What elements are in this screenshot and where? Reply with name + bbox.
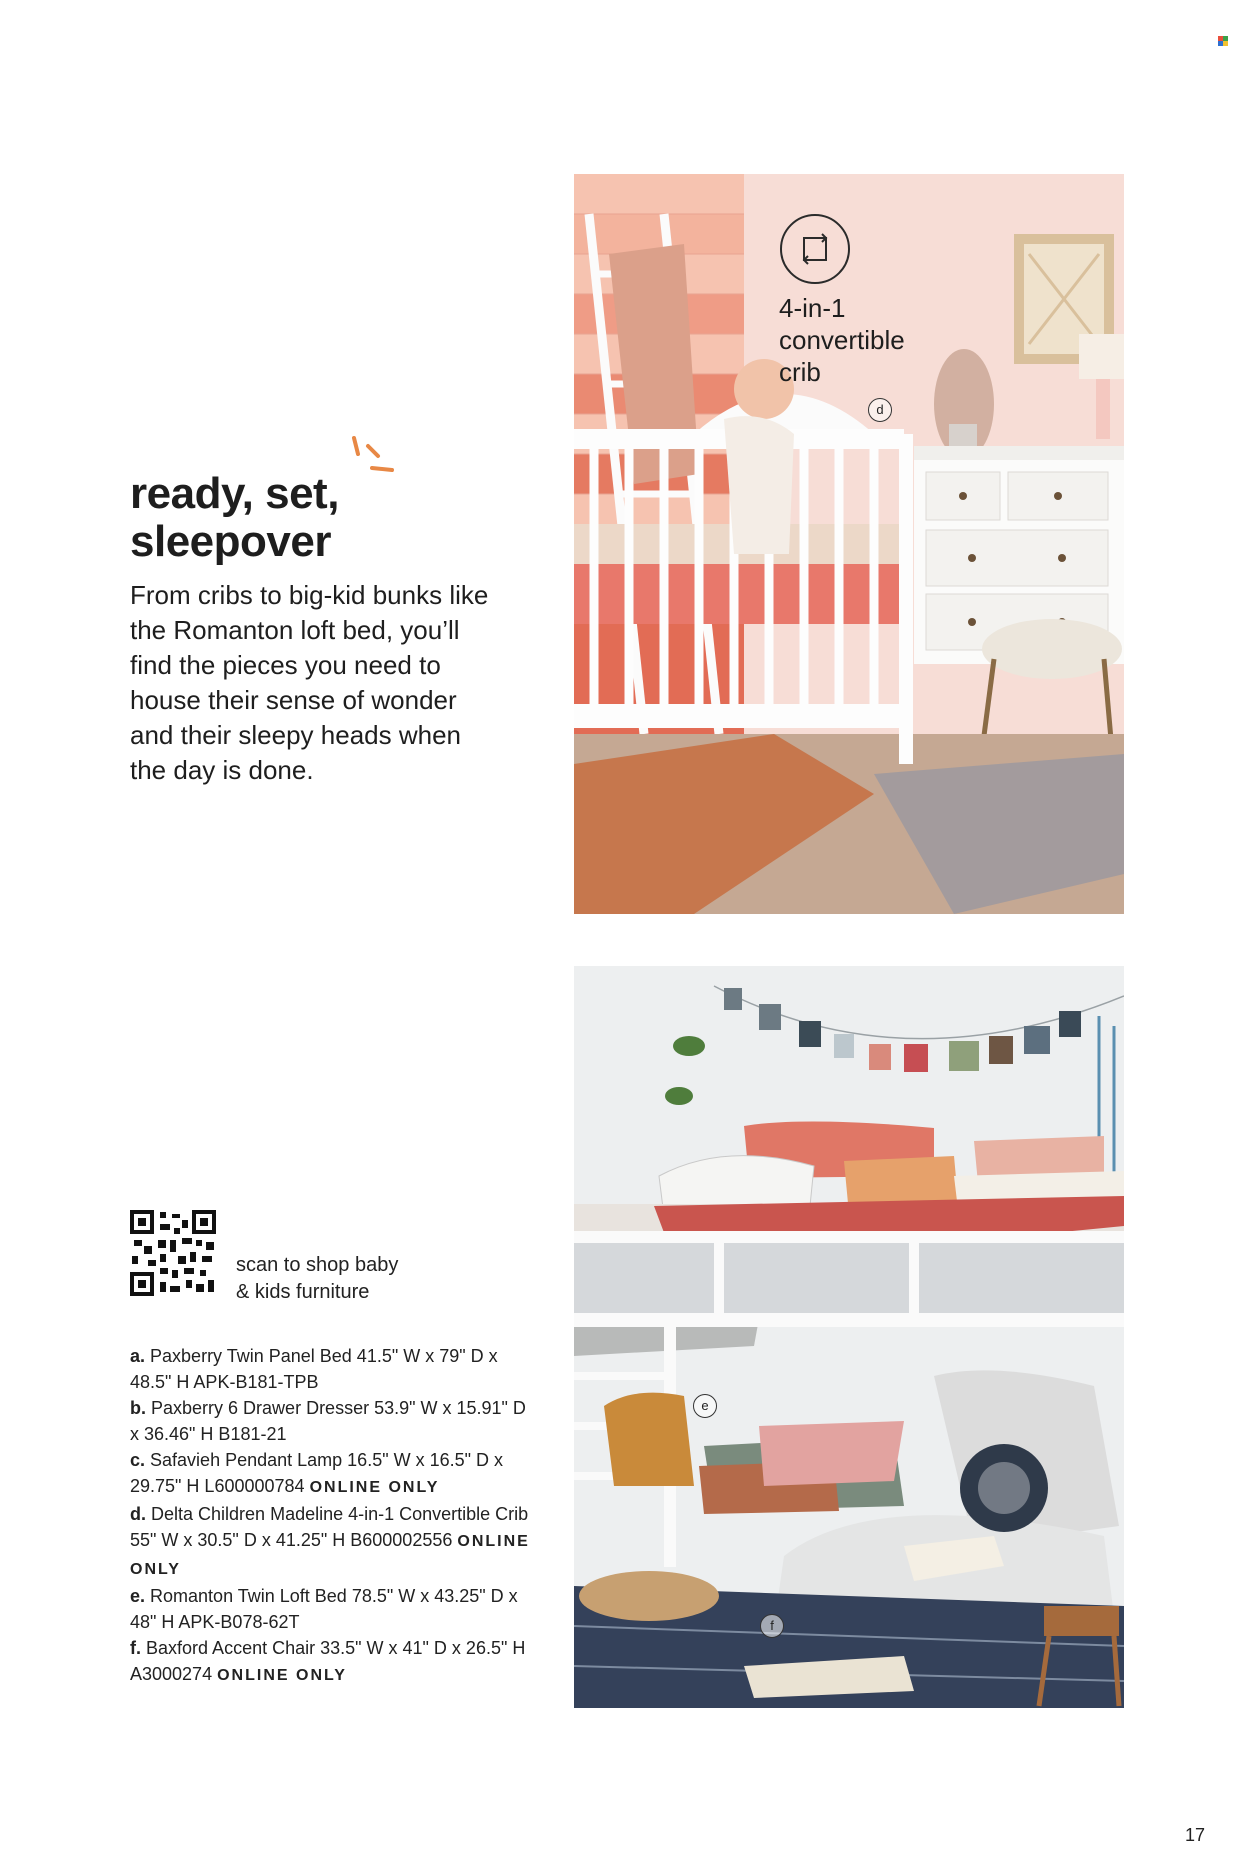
product-letter: c. bbox=[130, 1450, 146, 1470]
convertible-arrows-icon bbox=[780, 214, 850, 284]
product-letter: e. bbox=[130, 1586, 146, 1606]
item-tag-d: d bbox=[868, 398, 892, 422]
product-letter: d. bbox=[130, 1504, 146, 1524]
intro-paragraph: From cribs to big-kid bunks like the Romanton loft bed, you’ll find the pieces you need to house their sense of wonder and their sleepy heads when the day is done. bbox=[130, 580, 489, 785]
online-only-badge: ONLINE ONLY bbox=[130, 1533, 530, 1578]
product-list bbox=[130, 1343, 530, 1689]
headline-line-1: ready, set, bbox=[130, 469, 339, 518]
product-description: Delta Children Madeline 4-in-1 Convertible Crib 55" W x 30.5" D x 41.25" H B600002556 bbox=[130, 1504, 529, 1550]
product-letter: f. bbox=[130, 1638, 141, 1658]
headline-line-2: sleepover bbox=[130, 517, 331, 566]
product-item-c bbox=[130, 1447, 530, 1501]
loft-bed-photo bbox=[574, 966, 1124, 1708]
item-tag-e: e bbox=[693, 1394, 717, 1418]
product-item-f bbox=[130, 1635, 530, 1689]
page-number: 17 bbox=[1185, 1825, 1206, 1845]
product-description: Romanton Twin Loft Bed 78.5" W x 43.25" D x 48" H APK-B078-62T bbox=[130, 1586, 518, 1632]
product-description: Safavieh Pendant Lamp 16.5" W x 16.5" D x 29.75" H L600000784 bbox=[130, 1450, 504, 1496]
product-description: Baxford Accent Chair 33.5" W x 41" D x 26.5" H A3000274 bbox=[130, 1638, 526, 1684]
online-only-badge: ONLINE ONLY bbox=[309, 1479, 440, 1496]
item-tag-f: f bbox=[760, 1614, 784, 1638]
product-letter: b. bbox=[130, 1398, 146, 1418]
nursery-photo bbox=[574, 174, 1124, 914]
product-item-e bbox=[130, 1583, 530, 1635]
product-description: Paxberry Twin Panel Bed 41.5" W x 79" D x 48.5" H APK-B181-TPB bbox=[130, 1346, 498, 1392]
product-description: Paxberry 6 Drawer Dresser 53.9" W x 15.91" D x 36.46" H B181-21 bbox=[130, 1398, 526, 1444]
page-title bbox=[130, 470, 490, 566]
qr-caption-line-2: & kids furniture bbox=[236, 1281, 370, 1303]
product-item-b bbox=[130, 1395, 530, 1447]
brand-mark-icon bbox=[1218, 36, 1228, 46]
qr-caption bbox=[236, 1252, 456, 1306]
product-item-d bbox=[130, 1501, 530, 1583]
product-letter: a. bbox=[130, 1346, 146, 1366]
product-item-a bbox=[130, 1343, 530, 1395]
qr-caption-line-1: scan to shop baby bbox=[236, 1254, 399, 1276]
online-only-badge: ONLINE ONLY bbox=[217, 1667, 347, 1684]
crib-callout-text: 4-in-1 convertible crib bbox=[779, 293, 905, 387]
qr-code-icon[interactable] bbox=[130, 1210, 216, 1296]
